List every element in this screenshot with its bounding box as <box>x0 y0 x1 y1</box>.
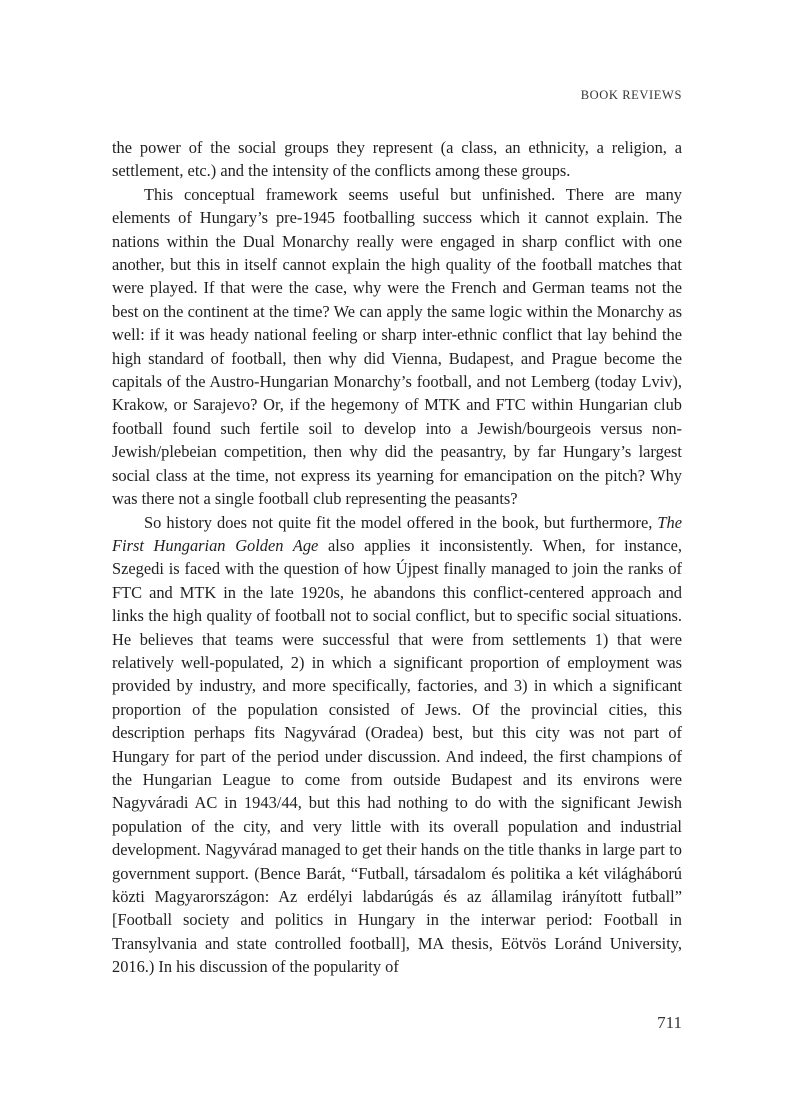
running-header: BOOK REVIEWS <box>580 88 682 102</box>
paragraph-3-text: also applies it inconsistently. When, for instance, Szegedi is faced with the question of how Újpest finally managed to join the ranks of FTC and MTK in the late 1920s, he abandons this conflict-centered approach and links the high quality of football not to social conflict, but to specific social situations. He believes that teams were successful that were from settlements 1) that were relatively well-populated, 2) in which a significant proportion of employment was provided by industry, and more specifically, factories, and 3) in which a significant proportion of the population consisted of Jews. Of the provincial cities, this description perhaps fits Nagyvárad (Oradea) best, but this city was not part of Hungary for part of the period under discussion. And indeed, the first champions of the Hungarian League to come from outside Budapest and its environs were Nagyváradi AC in 1943/44, but this had nothing to do with the significant Jewish population of the city, and very little with its overall population and industrial development. Nagyvárad managed to get their hands on the title thanks in large part to government support. (Bence Barát, “Futball, társadalom és politika a két világháború közti Magyarországon: Az erdélyi labdarúgás és az államilag irányított futball” [Football society and politics in Hungary in the interwar period: Football in Transylvania and state controlled football], MA thesis, Eötvös Loránd University, 2016.) In his discussion of the popularity of <box>112 535 682 977</box>
book-title: The First Hungarian Golden Age <box>112 512 682 555</box>
paragraph-1: the power of the social groups they represent (a class, an ethnicity, a religion, a settlement, etc.) and the intensity of the conflicts among these groups. <box>112 138 682 181</box>
paragraph-2: This conceptual framework seems useful but unfinished. There are many elements of Hungary’s pre-1945 footballing success which it cannot explain. The nations within the Dual Monarchy really were engaged in sharp conflict with one another, but this in itself cannot explain the high quality of the football matches that were played. If that were the case, why were the French and German teams not the best on the continent at the time? We can apply the same logic within the Monarchy as well: if it was heady national feeling or sharp inter-ethnic conflict that lay behind the high standard of football, then why did Vienna, Budapest, and Prague become the capitals of the Austro-Hungarian Monarchy’s football, and not Lemberg (today Lviv), Krakow, or Sarajevo? Or, if the hegemony of MTK and FTC within Hungarian club football found such fertile soil to develop into a Jewish/bourgeois versus non-Jewish/plebeian competition, then why did the peasantry, by far Hungary’s largest social class at the time, not express its yearning for emancipation on the pitch? Why was there not a single football club representing the peasants? <box>112 184 682 509</box>
page-number: 711 <box>657 1013 682 1032</box>
paragraph-3-lead: So history does not quite fit the model offered in the book, but furthermore, <box>144 512 658 532</box>
paragraph-3 <box>112 511 682 979</box>
body-text <box>112 136 682 979</box>
